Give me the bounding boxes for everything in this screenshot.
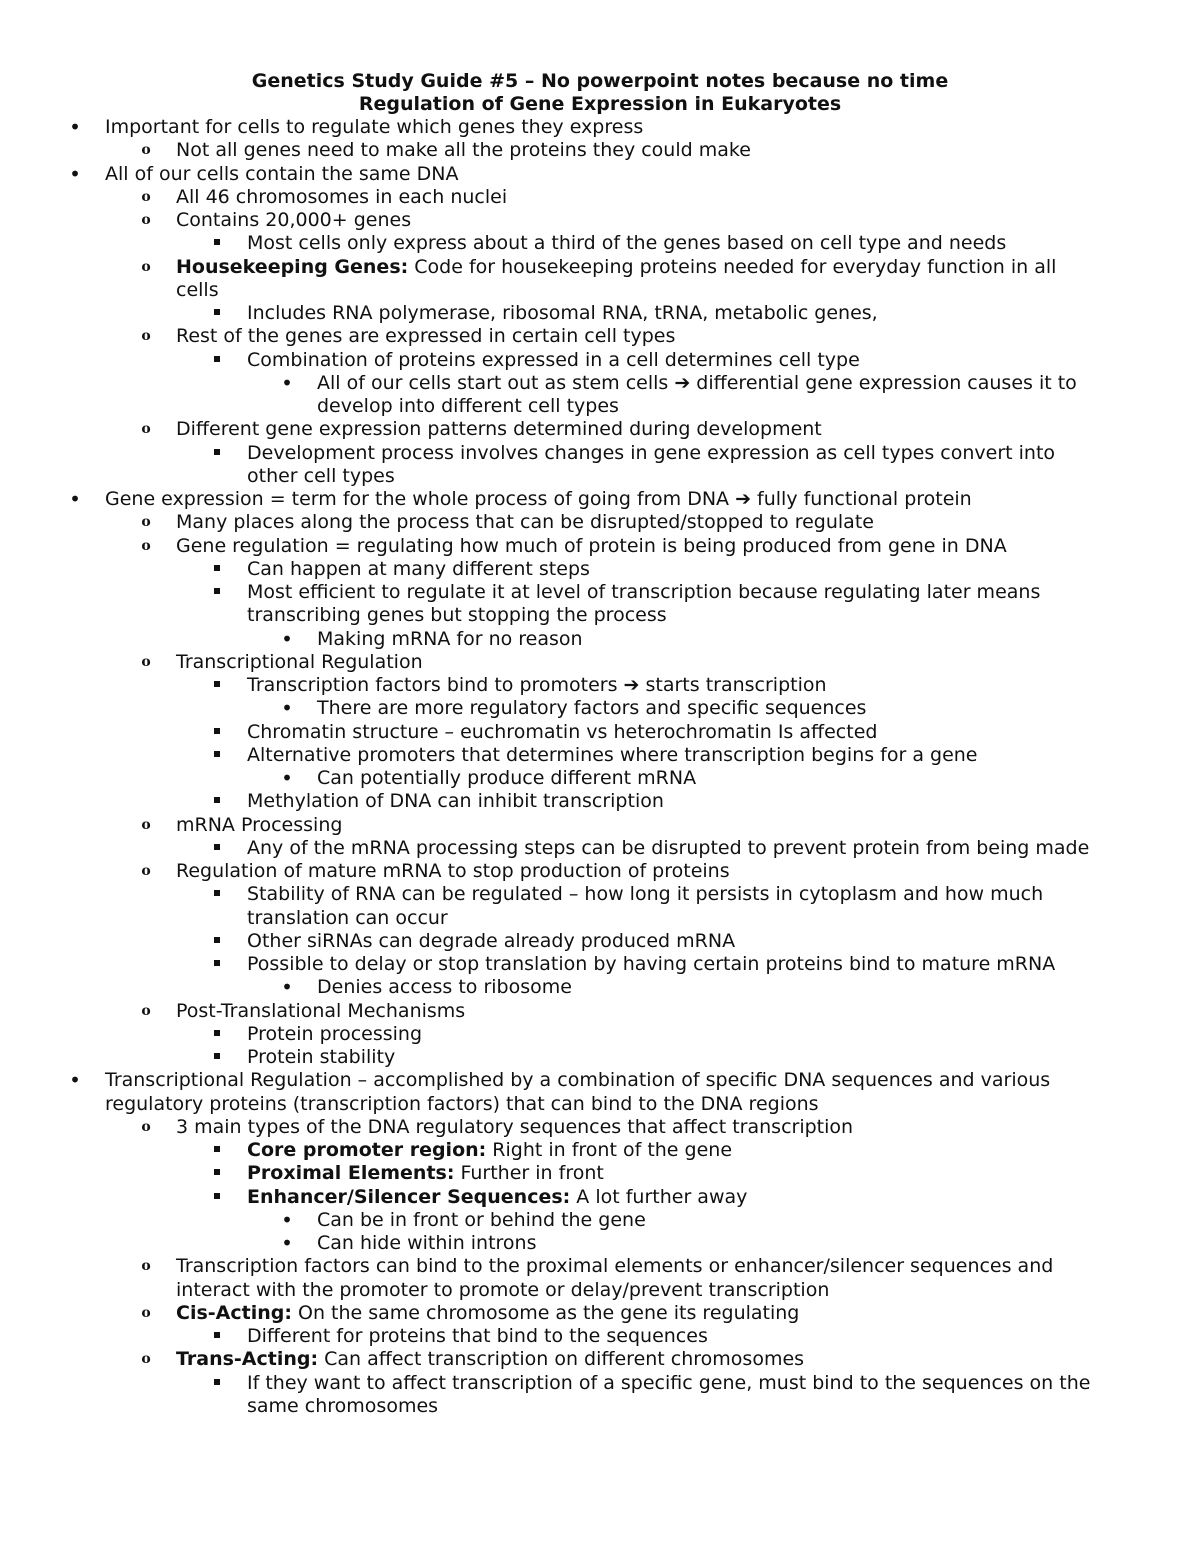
- list-item-continuation: [247, 604, 667, 627]
- list-item-text: Protein processing: [247, 1022, 423, 1045]
- list-item: [317, 1209, 646, 1232]
- list-item: [247, 837, 1089, 860]
- list-item: [247, 953, 1055, 976]
- list-item-text: Chromatin structure – euchromatin vs heterochromatin Is affected: [247, 720, 878, 743]
- bullet-circle-icon: o: [141, 1304, 151, 1321]
- list-item-text: Transcription factors can bind to the proximal elements or enhancer/silencer sequences and: [176, 1255, 1054, 1278]
- list-item: [247, 930, 735, 953]
- list-item: [176, 814, 342, 837]
- list-item-text: All of our cells start out as stem cells ➔ differential gene expression causes it to: [317, 371, 1077, 394]
- bullet-square-icon: [210, 1023, 224, 1046]
- bullet-circle-icon: o: [141, 258, 151, 275]
- list-item-text: Includes RNA polymerase, ribosomal RNA, tRNA, metabolic genes,: [247, 302, 878, 324]
- list-item-text: cells: [176, 278, 219, 301]
- list-item: [176, 256, 1056, 279]
- list-item-text: same chromosomes: [247, 1394, 439, 1417]
- list-item-text: Transcriptional Regulation: [176, 650, 423, 673]
- list-item: [247, 1139, 732, 1162]
- list-item-text: Gene regulation = regulating how much of protein is being produced from gene in DNA: [176, 534, 1007, 557]
- list-item: [247, 1023, 422, 1046]
- list-item: [176, 535, 1007, 558]
- list-item: [176, 651, 423, 674]
- list-item-continuation: [105, 1093, 819, 1116]
- bullet-square-icon: [210, 721, 224, 744]
- bullet-disc-icon: •: [69, 487, 81, 511]
- bullet-disc-icon: •: [69, 161, 81, 186]
- bullet-square-icon: [210, 930, 224, 953]
- list-item-text: Different gene expression patterns determined during development: [176, 418, 822, 441]
- list-item: [247, 558, 590, 581]
- bullet-circle-icon: o: [141, 1258, 151, 1275]
- document-title: Genetics Study Guide #5 – No powerpoint notes because no time: [251, 70, 949, 92]
- list-item-text: A lot further away: [570, 1185, 748, 1208]
- bullet-square-icon: [210, 1139, 224, 1162]
- list-item-text: Rest of the genes are expressed in certain cell types: [176, 325, 676, 348]
- list-item: [247, 1372, 1090, 1395]
- list-item-text: regulatory proteins (transcription factors) that can bind to the DNA regions: [105, 1092, 819, 1115]
- bullet-circle-icon: o: [141, 816, 151, 833]
- list-item-text: Most cells only express about a third of the genes based on cell type and needs: [247, 232, 1007, 255]
- bullet-disc-icon: •: [281, 1207, 293, 1232]
- bullet-circle-icon: o: [141, 188, 151, 205]
- list-item-text: transcribing genes but stopping the process: [247, 604, 667, 627]
- list-item: [317, 976, 572, 999]
- bullet-square-icon: [210, 558, 224, 581]
- list-item-text: On the same chromosome as the gene its regulating: [291, 1301, 800, 1324]
- list-item: [247, 721, 877, 744]
- list-item-text: Transcription factors bind to promoters ➔ starts transcription: [247, 674, 827, 696]
- list-item: [176, 1116, 853, 1139]
- list-item: [247, 1162, 604, 1185]
- list-item-text: Alternative promoters that determines where transcription begins for a gene: [247, 743, 978, 766]
- list-item: [176, 1000, 465, 1023]
- list-item-text: Any of the mRNA processing steps can be disrupted to prevent protein from being made: [247, 836, 1090, 859]
- list-item-text: Can hide within introns: [317, 1232, 537, 1254]
- list-item-continuation: [247, 907, 448, 930]
- list-item: [176, 1348, 804, 1371]
- list-item: [105, 116, 643, 139]
- bullet-disc-icon: •: [281, 975, 293, 1000]
- list-item: [247, 581, 1040, 604]
- list-item-continuation: [247, 465, 395, 488]
- list-item-text: Combination of proteins expressed in a cell determines cell type: [247, 348, 860, 371]
- list-item-text: Methylation of DNA can inhibit transcription: [247, 790, 664, 813]
- list-item: [247, 883, 1043, 906]
- bullet-circle-icon: o: [141, 514, 151, 531]
- list-item-text: All of our cells contain the same DNA: [105, 162, 459, 185]
- term-label: Housekeeping Genes:: [176, 255, 409, 278]
- list-item-text: Further in front: [454, 1162, 604, 1185]
- list-item: [317, 1232, 537, 1255]
- bullet-circle-icon: o: [141, 142, 151, 159]
- list-item-text: If they want to affect transcription of a specific gene, must bind to the sequences on the: [247, 1371, 1091, 1394]
- bullet-circle-icon: o: [141, 421, 151, 438]
- bullet-circle-icon: o: [141, 653, 151, 670]
- list-item-continuation: [247, 1395, 438, 1418]
- bullet-disc-icon: •: [281, 696, 293, 721]
- bullet-square-icon: [210, 349, 224, 372]
- list-item-text: Can affect transcription on different chromosomes: [318, 1348, 805, 1371]
- list-item: [247, 674, 827, 697]
- list-item-text: Many places along the process that can be disrupted/stopped to regulate: [176, 511, 874, 534]
- list-item: [247, 1186, 747, 1209]
- bullet-square-icon: [210, 232, 224, 255]
- bullet-circle-icon: o: [141, 1118, 151, 1135]
- bullet-square-icon: [210, 790, 224, 813]
- list-item: [105, 488, 972, 511]
- list-item: [247, 349, 860, 372]
- bullet-square-icon: [210, 1162, 224, 1185]
- bullet-square-icon: [210, 1046, 224, 1069]
- bullet-square-icon: [210, 442, 224, 465]
- bullet-square-icon: [210, 1372, 224, 1395]
- list-item-text: Post-Translational Mechanisms: [176, 999, 466, 1022]
- list-item: [176, 1302, 799, 1325]
- term-label: Proximal Elements:: [247, 1162, 455, 1185]
- list-item: [176, 209, 411, 232]
- list-item: [176, 1255, 1053, 1278]
- list-item-text: Stability of RNA can be regulated – how long it persists in cytoplasm and how much: [247, 883, 1044, 906]
- list-item-text: other cell types: [247, 464, 395, 487]
- list-item-text: Not all genes need to make all the proteins they could make: [176, 139, 751, 162]
- bullet-circle-icon: o: [141, 1002, 151, 1019]
- list-item-text: Important for cells to regulate which genes they express: [105, 116, 644, 138]
- list-item: [247, 232, 1006, 255]
- bullet-disc-icon: •: [281, 626, 293, 651]
- list-item-text: 3 main types of the DNA regulatory sequences that affect transcription: [176, 1115, 854, 1138]
- list-item-text: Denies access to ribosome: [317, 976, 572, 999]
- bullet-square-icon: [210, 581, 224, 604]
- list-item-text: interact with the promoter to promote or delay/prevent transcription: [176, 1278, 830, 1301]
- list-item-text: Code for housekeeping proteins needed for everyday function in all: [408, 255, 1057, 278]
- term-label: Core promoter region:: [247, 1139, 487, 1161]
- list-item: [176, 418, 822, 441]
- bullet-square-icon: [210, 744, 224, 767]
- list-item-text: Development process involves changes in gene expression as cell types convert into: [247, 441, 1056, 464]
- list-item-text: All 46 chromosomes in each nuclei: [176, 185, 508, 208]
- bullet-square-icon: [210, 837, 224, 860]
- bullet-circle-icon: o: [141, 863, 151, 879]
- list-item: [317, 628, 583, 651]
- list-item-text: Other siRNAs can degrade already produced mRNA: [247, 929, 736, 952]
- bullet-square-icon: [210, 1325, 224, 1348]
- document-subtitle: Regulation of Gene Expression in Eukaryotes: [358, 93, 842, 115]
- bullet-square-icon: [210, 674, 224, 697]
- list-item-text: Protein stability: [247, 1046, 396, 1068]
- list-item-text: translation can occur: [247, 906, 448, 929]
- list-item-text: develop into different cell types: [317, 395, 619, 417]
- bullet-circle-icon: o: [141, 537, 151, 554]
- list-item: [247, 1046, 395, 1069]
- list-item: [105, 1069, 1050, 1092]
- list-item: [247, 1325, 708, 1348]
- bullet-disc-icon: •: [69, 115, 81, 139]
- list-item: [176, 139, 751, 162]
- bullet-disc-icon: •: [281, 766, 293, 790]
- bullet-disc-icon: •: [281, 370, 293, 395]
- bullet-circle-icon: o: [141, 212, 151, 228]
- list-item: [247, 302, 878, 325]
- list-item-text: Can happen at many different steps: [247, 557, 590, 580]
- bullet-square-icon: [210, 1186, 224, 1209]
- bullet-disc-icon: •: [281, 1231, 293, 1255]
- list-item: [176, 511, 874, 534]
- list-item: [176, 325, 675, 348]
- list-item: [247, 442, 1055, 465]
- list-item: [247, 744, 978, 767]
- bullet-square-icon: [210, 302, 224, 325]
- list-item-text: There are more regulatory factors and specific sequences: [317, 697, 867, 720]
- list-item-text: mRNA Processing: [176, 813, 343, 836]
- list-item: [317, 372, 1077, 395]
- list-item: [317, 767, 696, 790]
- list-item-text: Contains 20,000+ genes: [176, 209, 412, 231]
- list-item-text: Making mRNA for no reason: [317, 627, 583, 650]
- list-item: [247, 790, 664, 813]
- bullet-circle-icon: o: [141, 1351, 151, 1368]
- list-item-text: Regulation of mature mRNA to stop production of proteins: [176, 860, 730, 882]
- list-item-text: Gene expression = term for the whole process of going from DNA ➔ fully functional protein: [105, 488, 972, 510]
- list-item: [105, 163, 459, 186]
- list-item-text: Transcriptional Regulation – accomplished by a combination of specific DNA sequences and various: [105, 1069, 1051, 1092]
- term-label: Cis-Acting:: [176, 1301, 292, 1324]
- term-label: Enhancer/Silencer Sequences:: [247, 1185, 571, 1208]
- bullet-square-icon: [210, 883, 224, 906]
- list-item-text: Can be in front or behind the gene: [317, 1208, 646, 1231]
- list-item: [176, 860, 730, 883]
- list-item-continuation: [176, 279, 219, 302]
- list-item: [317, 697, 866, 720]
- list-item-continuation: [176, 1279, 829, 1302]
- list-item: [176, 186, 507, 209]
- bullet-circle-icon: o: [141, 328, 151, 345]
- term-label: Trans-Acting:: [176, 1348, 319, 1371]
- list-item-text: Can potentially produce different mRNA: [317, 767, 697, 789]
- list-item-text: Possible to delay or stop translation by having certain proteins bind to mature mRNA: [247, 953, 1056, 975]
- bullet-disc-icon: •: [69, 1068, 81, 1093]
- bullet-square-icon: [210, 953, 224, 976]
- list-item-text: Right in front of the gene: [486, 1139, 733, 1161]
- list-item-continuation: [317, 395, 619, 418]
- list-item-text: Most efficient to regulate it at level of transcription because regulating later means: [247, 581, 1041, 603]
- list-item-text: Different for proteins that bind to the sequences: [247, 1325, 708, 1347]
